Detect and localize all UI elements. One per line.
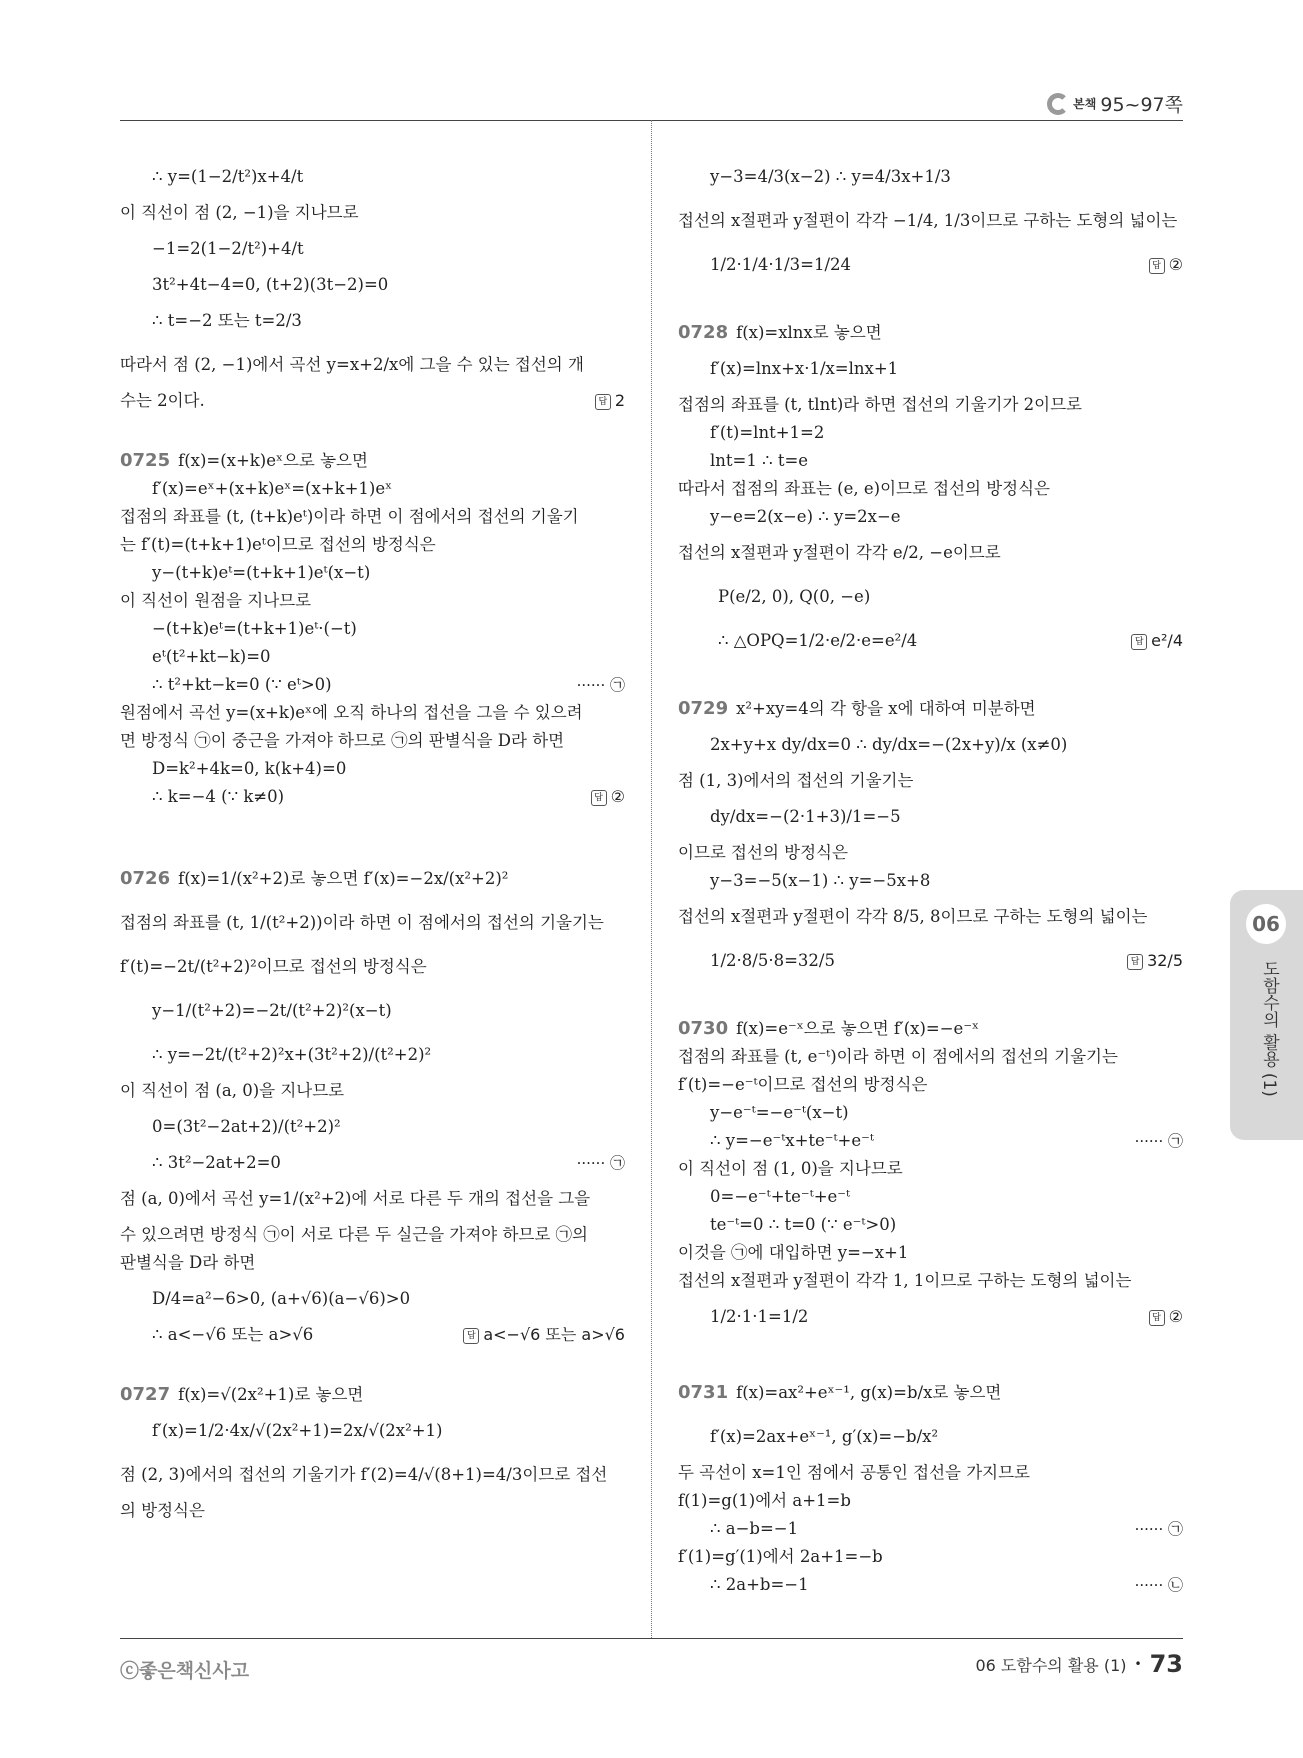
solution-line: y−1/(t²+2)=−2t/(t²+2)²(x−t): [152, 1001, 392, 1020]
answer-badge: 답: [595, 394, 611, 410]
solution-line: 접점의 좌표를 (t, (t+k)eᵗ)이라 하면 이 점에서의 접선의 기울기: [120, 507, 579, 526]
solution-text: ∴ 3t²−2at+2=0: [152, 1153, 281, 1172]
solution-text: ∴ t²+kt−k=0 (∵ eᵗ>0): [152, 675, 332, 694]
solution-line: dy/dx=−(2·1+3)/1=−5: [710, 807, 901, 826]
solution-line: lnt=1 ∴ t=e: [710, 451, 809, 470]
problem-0731-heading: [678, 1371, 1183, 1415]
spacer: [678, 983, 1183, 1015]
answer-value: a<−√6 또는 a>√6: [483, 1325, 625, 1344]
solution-line: 면 방정식 ㉠이 중근을 가져야 하므로 ㉠의 판별식을 D라 하면: [120, 731, 565, 750]
solution-text: f(x)=xlnx로 놓으면: [736, 323, 882, 342]
answer: [463, 1321, 625, 1349]
textbook-reference: [1047, 90, 1183, 117]
chapter-side-tab: [1230, 890, 1303, 1140]
return-arrow-icon: [1047, 93, 1069, 115]
solution-line: 이 직선이 원점을 지나므로: [120, 591, 312, 610]
answer: [591, 783, 625, 811]
solution-line: [678, 1571, 1183, 1599]
answer-value: e²/4: [1151, 631, 1183, 650]
answer-value: ②: [1168, 1307, 1183, 1326]
solution-line: ∴ t=−2 또는 t=2/3: [152, 311, 302, 330]
problem-0728-heading: [678, 319, 1183, 347]
answer-value: ②: [610, 787, 625, 806]
problem-number: 0727: [120, 1384, 171, 1405]
solution-line: [678, 1295, 1183, 1339]
solution-line: 따라서 접점의 좌표는 (e, e)이므로 접선의 방정식은: [678, 479, 1050, 498]
solution-line: [678, 243, 1183, 287]
answer-value: ②: [1168, 255, 1183, 274]
solution-line: D=k²+4k=0, k(k+4)=0: [152, 759, 347, 778]
solution-text: f(x)=√(2x²+1)로 놓으면: [178, 1385, 364, 1404]
solution-text: 1/2·8/5·8=32/5: [710, 951, 835, 970]
solution-line: 이므로 접선의 방정식은: [678, 843, 848, 862]
solution-line: 두 곡선이 x=1인 점에서 공통인 접선을 가지므로: [678, 1463, 1030, 1482]
solution-line: 0=(3t²−2at+2)/(t²+2)²: [152, 1117, 341, 1136]
solution-line: 접점의 좌표를 (t, 1/(t²+2))이라 하면 이 점에서의 접선의 기울기는: [120, 913, 604, 932]
solution-text: ∴ 2a+b=−1: [710, 1575, 809, 1594]
answer-value: 2: [614, 391, 625, 410]
solution-line: f′(x)=lnx+x·1/x=lnx+1: [710, 359, 899, 378]
problem-number: 0730: [678, 1018, 729, 1039]
answer: [1149, 243, 1183, 287]
solution-line: 접선의 x절편과 y절편이 각각 1, 1이므로 구하는 도형의 넓이는: [678, 1271, 1132, 1290]
chapter-title: 도함수의 활용 (1): [1259, 960, 1279, 1097]
problem-number: 0728: [678, 322, 729, 343]
solution-line: f′(t)=−e⁻ᵗ이므로 접선의 방정식은: [678, 1075, 928, 1094]
problem-number: 0729: [678, 698, 729, 719]
solution-line: 점 (a, 0)에서 곡선 y=1/(x²+2)에 서로 다른 두 개의 접선을 그을: [120, 1189, 591, 1208]
solution-text: ∴ a−b=−1: [710, 1519, 799, 1538]
solution-line: f′(t)=lnt+1=2: [710, 423, 825, 442]
solution-line: [678, 1515, 1183, 1543]
page-header: [120, 88, 1183, 121]
solution-text: f(x)=1/(x²+2)로 놓으면 f′(x)=−2x/(x²+2)²: [178, 869, 509, 888]
problem-0729-heading: [678, 695, 1183, 723]
spacer: [120, 415, 625, 447]
solution-line: [678, 939, 1183, 983]
solution-line: 접선의 x절편과 y절편이 각각 e/2, −e이므로: [678, 543, 1001, 562]
answer: [595, 387, 625, 415]
solution-line: P(e/2, 0), Q(0, −e): [718, 587, 871, 606]
solution-text: ∴ y=−e⁻ᵗx+te⁻ᵗ+e⁻ᵗ: [710, 1131, 874, 1150]
solution-line: 는 f′(t)=(t+k+1)eᵗ이므로 접선의 방정식은: [120, 535, 436, 554]
spacer: [120, 811, 625, 857]
solution-line: [120, 1149, 625, 1177]
solution-line: 점 (2, 3)에서의 접선의 기울기가 f′(2)=4/√(8+1)=4/3이므로 접선: [120, 1465, 608, 1484]
solution-line: 0=−e⁻ᵗ+te⁻ᵗ+e⁻ᵗ: [710, 1187, 851, 1206]
solution-line: y−e=2(x−e) ∴ y=2x−e: [710, 507, 901, 526]
solution-line: [120, 783, 625, 811]
solution-line: 접점의 좌표를 (t, e⁻ᵗ)이라 하면 이 점에서의 접선의 기울기는: [678, 1047, 1118, 1066]
footer-bullet: •: [1134, 1657, 1142, 1671]
equation-marker: ······ ㉠: [1134, 1520, 1183, 1538]
publisher-logo: ⓒ좋은책신사고: [120, 1660, 250, 1682]
equation-marker: ······ ㉠: [576, 1154, 625, 1172]
solution-line: [120, 671, 625, 699]
answer-badge: 답: [591, 790, 607, 806]
solution-line: 점 (1, 3)에서의 접선의 기울기는: [678, 771, 914, 790]
solution-line: f′(1)=g′(1)에서 2a+1=−b: [678, 1547, 883, 1566]
problem-0725-heading: [120, 447, 625, 475]
equation-marker: ······ ㉠: [1134, 1132, 1183, 1150]
problem-0726-heading: [120, 857, 625, 901]
equation-marker: ······ ㉠: [576, 676, 625, 694]
solution-line: 이 직선이 점 (1, 0)을 지나므로: [678, 1159, 903, 1178]
answer-badge: 답: [1127, 954, 1143, 970]
column-divider: [651, 120, 652, 1638]
page-number: 73: [1149, 1650, 1183, 1678]
solution-line: 접점의 좌표를 (t, tlnt)라 하면 접선의 기울기가 2이므로: [678, 395, 1082, 414]
problem-number: 0731: [678, 1382, 729, 1403]
solution-text: 1/2·1/4·1/3=1/24: [710, 255, 852, 274]
solution-line: ∴ y=−2t/(t²+2)²x+(3t²+2)/(t²+2)²: [152, 1045, 432, 1064]
solution-line: 원점에서 곡선 y=(x+k)eˣ에 오직 하나의 접선을 그을 수 있으려: [120, 703, 583, 722]
answer-value: 32/5: [1147, 951, 1183, 970]
solution-line: 3t²+4t−4=0, (t+2)(3t−2)=0: [152, 275, 389, 294]
answer-badge: 답: [463, 1328, 479, 1344]
solution-line: y−3=4/3(x−2) ∴ y=4/3x+1/3: [710, 167, 951, 186]
spacer: [678, 1339, 1183, 1371]
solution-text: f(x)=(x+k)eˣ으로 놓으면: [178, 451, 368, 470]
solution-line: [120, 387, 625, 415]
solution-line: 접선의 x절편과 y절편이 각각 8/5, 8이므로 구하는 도형의 넓이는: [678, 907, 1148, 926]
solution-line: f′(t)=−2t/(t²+2)²이므로 접선의 방정식은: [120, 957, 427, 976]
solution-line: −1=2(1−2/t²)+4/t: [152, 239, 304, 258]
spacer: [678, 663, 1183, 695]
footer-chapter: 06 도함수의 활용 (1): [975, 1655, 1127, 1675]
solution-line: 의 방정식은: [120, 1501, 205, 1520]
solution-text: 수는 2이다.: [120, 391, 205, 410]
equation-marker: ······ ㉡: [1134, 1576, 1183, 1594]
problem-0727-heading: [120, 1381, 625, 1409]
solution-text: ∴ a<−√6 또는 a>√6: [152, 1325, 314, 1344]
spacer: [120, 1349, 625, 1381]
solution-line: f(1)=g(1)에서 a+1=b: [678, 1491, 851, 1510]
right-column: [678, 155, 1183, 1599]
solution-line: 접선의 x절편과 y절편이 각각 −1/4, 1/3이므로 구하는 도형의 넓이는: [678, 211, 1178, 230]
solution-text: f(x)=e⁻ˣ으로 놓으면 f′(x)=−e⁻ˣ: [736, 1019, 980, 1038]
solution-line: 판별식을 D라 하면: [120, 1253, 256, 1272]
solution-line: [120, 1321, 625, 1349]
solution-line: [678, 1127, 1183, 1155]
problem-0730-heading: [678, 1015, 1183, 1043]
answer: [1131, 619, 1183, 663]
solution-line: D/4=a²−6>0, (a+√6)(a−√6)>0: [152, 1289, 411, 1308]
solution-text: 1/2·1·1=1/2: [710, 1307, 809, 1326]
chapter-number: 06: [1246, 904, 1286, 944]
solution-line: 이 직선이 점 (2, −1)을 지나므로: [120, 203, 359, 222]
problem-number: 0726: [120, 868, 171, 889]
answer: [1127, 939, 1183, 983]
solution-line: 이 직선이 점 (a, 0)을 지나므로: [120, 1081, 345, 1100]
solution-line: te⁻ᵗ=0 ∴ t=0 (∵ e⁻ᵗ>0): [710, 1215, 897, 1234]
answer-badge: 답: [1131, 634, 1147, 650]
solution-line: y−(t+k)eᵗ=(t+k+1)eᵗ(x−t): [152, 563, 371, 582]
solution-text: x²+xy=4의 각 항을 x에 대하여 미분하면: [736, 699, 1036, 718]
solution-line: eᵗ(t²+kt−k)=0: [152, 647, 271, 666]
solution-line: y−e⁻ᵗ=−e⁻ᵗ(x−t): [710, 1103, 849, 1122]
solution-line: 2x+y+x dy/dx=0 ∴ dy/dx=−(2x+y)/x (x≠0): [710, 735, 1068, 754]
solution-line: f′(x)=2ax+eˣ⁻¹, g′(x)=−b/x²: [710, 1427, 939, 1446]
problem-number: 0725: [120, 450, 171, 471]
solution-line: 따라서 점 (2, −1)에서 곡선 y=x+2/x에 그을 수 있는 접선의 개: [120, 355, 584, 374]
solution-line: ∴ y=(1−2/t²)x+4/t: [152, 167, 304, 186]
footer-rule: [120, 1638, 1183, 1639]
left-column: [120, 155, 625, 1525]
page-footer: [975, 1650, 1183, 1678]
solution-line: −(t+k)eᵗ=(t+k+1)eᵗ·(−t): [152, 619, 357, 638]
solution-text: f(x)=ax²+eˣ⁻¹, g(x)=b/x로 놓으면: [736, 1383, 1002, 1402]
reference-pages: 95~97쪽: [1100, 94, 1183, 116]
answer: [1149, 1295, 1183, 1339]
solution-line: f′(x)=eˣ+(x+k)eˣ=(x+k+1)eˣ: [152, 479, 393, 498]
spacer: [678, 287, 1183, 319]
solution-line: [678, 619, 1183, 663]
reference-label: 본책: [1073, 97, 1097, 111]
solution-line: 이것을 ㉠에 대입하면 y=−x+1: [678, 1243, 909, 1262]
answer-badge: 답: [1149, 1310, 1165, 1326]
solution-text: ∴ k=−4 (∵ k≠0): [152, 787, 285, 806]
answer-badge: 답: [1149, 258, 1165, 274]
solution-text: ∴ △OPQ=1/2·e/2·e=e²/4: [718, 631, 918, 650]
solution-line: 수 있으려면 방정식 ㉠이 서로 다른 두 실근을 가져야 하므로 ㉠의: [120, 1225, 588, 1244]
solution-line: f′(x)=1/2·4x/√(2x²+1)=2x/√(2x²+1): [152, 1421, 443, 1440]
solution-line: y−3=−5(x−1) ∴ y=−5x+8: [710, 871, 931, 890]
